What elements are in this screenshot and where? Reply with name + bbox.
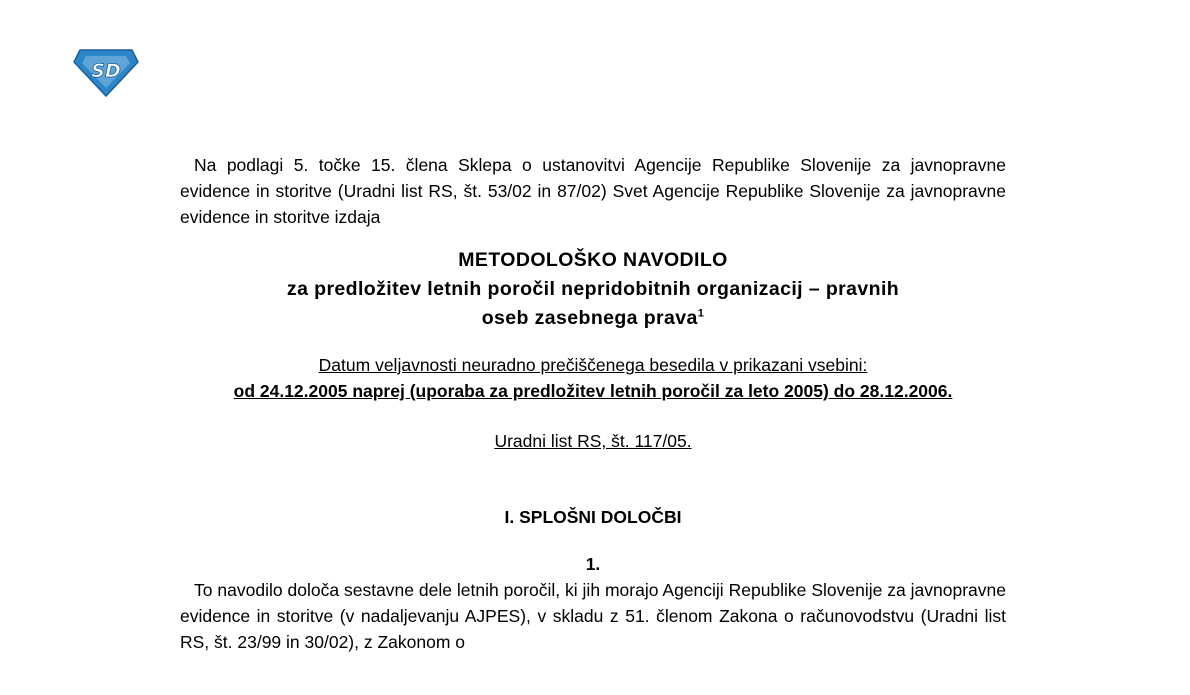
title-line-1: METODOLOŠKO NAVODILO: [458, 249, 728, 271]
article-paragraph: To navodilo določa sestavne dele letnih poročil, ki jih morajo Agenciji Republike Slovenije za javnopravne evidence in storitve (v nadaljevanju AJPES), v skladu z 51. členom Zakona o računovodstvu (Uradni list RS, št. 23/99 in 30/02), z Zakonom o: [180, 580, 1006, 652]
title-line-3-text: oseb zasebnega prava: [481, 307, 698, 329]
shield-logo-icon: [72, 48, 140, 98]
logo-text: SD: [91, 60, 121, 82]
agency-logo: [72, 48, 140, 98]
document-title: [180, 246, 1006, 333]
section-heading: I. SPLOŠNI DOLOČBI: [504, 507, 682, 527]
footnote-reference[interactable]: 1: [697, 307, 705, 320]
article-number: 1.: [585, 554, 601, 574]
intro-paragraph: Na podlagi 5. točke 15. člena Sklepa o ustanovitvi Agencije Republike Slovenije za javnopravne evidence in storitve (Uradni list RS, št. 53/02 in 87/02) Svet Agencije Republike Slovenije za javnopravne evidence in storitve izdaja: [180, 155, 1006, 227]
title-line-3: [180, 304, 1006, 333]
gazette-reference: Uradni list RS, št. 117/05.: [494, 431, 692, 451]
validity-line-1: Datum veljavnosti neuradno prečiščenega besedila v prikazani vsebini:: [318, 355, 868, 375]
validity-notice: [180, 352, 1006, 404]
title-line-2: za predložitev letnih poročil nepridobitnih organizacij – pravnih: [286, 278, 900, 300]
validity-line-2: od 24.12.2005 naprej (uporaba za predložitev letnih poročil za leto 2005) do 28.12.2006.: [233, 381, 953, 401]
document-body: [180, 152, 1006, 655]
